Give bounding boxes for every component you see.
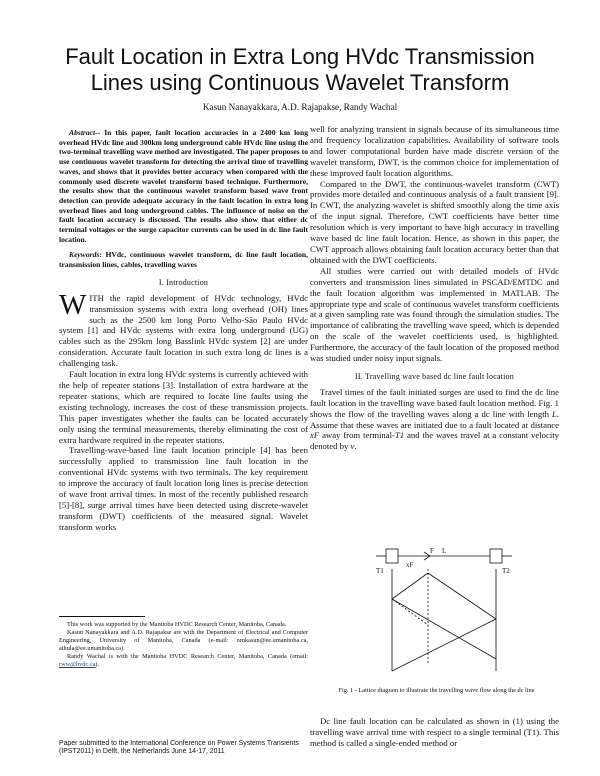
fig-label-f: F bbox=[430, 547, 434, 555]
figure-caption: Fig. 1 - Lattice diagram to illustrate the travelling wave flow along the dc line bbox=[338, 687, 535, 694]
sec2-text-b: . Assume that these waves are initiated due to a fault located at distance bbox=[310, 408, 559, 430]
right-paragraph-3: All studies were carried out with detailed models of HVdc converters and transmission lines simulated in PSCAD/EMTDC and the fault location algorithm was implemented in MATLAB. The appropriate type and scale of continuous wavelet transform coefficients at a given sampling rate was found through the simulation studies. The importance of calibrating the travelling wave speed, which is depended on the scale of the wavelet coefficients used, is highlighted. Furthermore, the accuracy of the fault location of the proposed method was studied under noisy input signals. bbox=[310, 265, 559, 364]
fault-reflection bbox=[392, 599, 428, 625]
footnote-1: This work was supported by the Manitoba HVDC Research Center, Manitoba, Canada. bbox=[67, 621, 287, 628]
sec2-text-d: and the waves travel at a constant velocity denoted by bbox=[310, 430, 559, 452]
lattice-diagram-svg bbox=[372, 543, 516, 673]
right-column bbox=[310, 124, 559, 452]
title-line-1: Fault Location in Extra Long HVdc Transmission bbox=[65, 44, 535, 69]
fig-label-l: L bbox=[442, 547, 447, 555]
wave-to-t1 bbox=[392, 573, 428, 599]
abstract-text: In this paper, fault location accuracies in a 2400 km long overhead HVdc line and 300km long underground cable HVdc line using the two-terminal travelling wave method are investigated. The paper proposes to use continuous wavelet transform for detecting the arrival time of travelling waves, and shows that it provides better accuracy when compared with the commonly used discrete wavelet transform based technique. Furthermore, the results show that the continuous wavelet transform based wave front detection can provide adequate accuracy in the fault location in extra long overhead lines and long underground cables. The influence of noise on the fault location accuracy is discussed. The results also show that either dc terminal voltages or the surge capacitor currents can be used in dc line fault location. bbox=[59, 128, 308, 244]
keywords bbox=[59, 250, 308, 269]
sec2-var-v: v bbox=[350, 441, 355, 452]
lattice-diagram bbox=[372, 543, 516, 673]
footnote-3-end: ). bbox=[95, 661, 100, 668]
footnote-3-text: Randy Wachal is with the Manitoba HVDC Research Center, Manitoba, Canada (email: bbox=[67, 653, 308, 660]
conference-note: Paper submitted to the International Conference on Power Systems Transients (IPST2011) in Delft, the Netherlands June 14-17, 2011 bbox=[59, 740, 299, 756]
fig-label-t1: T1 bbox=[376, 567, 384, 575]
intro-paragraph-3: Travelling-wave-based line fault location principle [4] has been successfully applied to transmission line fault location in the conventional HVdc systems with two terminals. The key requirement to improve the accuracy of fault location long lines is precise detection of wave front arrival times. In most of the recently published research [5]-[8], surge arrival times have been detected using discrete-wavelet transform (DWT) coefficients of the measured signal. Wavelet transform works bbox=[59, 445, 308, 532]
after-figure-text: Dc line fault location can be calculated as shown in (1) using the travelling wave arrival time with respect to a single terminal (T1). This method is called a single-ended method or bbox=[310, 716, 559, 748]
footnote-2: Kasun Nanayakkara and A.D. Rajapakse are with the Department of Electrical and Computer Engineering, University of Manitoba, Canada (e-mail: ornkasun@ee.umanitoba.ca, athula@ee.umanitoba.ca). bbox=[59, 629, 308, 652]
wave-to-t2 bbox=[428, 573, 496, 619]
section-heading-travelling-wave: II. Travelling wave based dc line fault location bbox=[355, 371, 514, 381]
intro-paragraph-2: Fault location in extra long HVdc systems is currently achieved with the help of repeater stations [3]. Installation of extra hardware at the repeater stations, which are required to locate line faults using the existing technology, increases the cost of these transmission projects. This paper investigates whether the faults can be located accurately only using the terminal measurements, thereby eliminating the cost of extra hardware required in the repeater stations. bbox=[59, 369, 308, 445]
sec2-var-L: L bbox=[551, 408, 557, 419]
sec2-text-a: Travel times of the fault initiated surges are used to find the dc line fault location in the travelling wave based fault location method. Fig. 1 shows the flow of the travelling waves along a dc line with length bbox=[310, 386, 559, 419]
keywords-label: Keywords bbox=[69, 250, 100, 260]
terminal-1-converter bbox=[386, 549, 398, 563]
section2-paragraph-1 bbox=[310, 387, 559, 452]
left-column bbox=[59, 124, 308, 533]
drop-cap: W bbox=[59, 288, 87, 321]
sec2-text-e: . bbox=[354, 441, 357, 452]
section-heading-introduction: I. Introduction bbox=[158, 277, 209, 287]
fig-label-xf: xF bbox=[406, 561, 414, 569]
paper-title bbox=[40, 44, 560, 96]
footnotes bbox=[59, 621, 308, 669]
title-line-2: Lines using Continuous Wavelet Transform bbox=[90, 70, 510, 95]
sec2-var-T1: T1 bbox=[394, 430, 405, 441]
authors: Kasun Nanayakkara, A.D. Rajapakse, Randy Wachal bbox=[202, 102, 398, 112]
intro-paragraph-1-text: ITH the rapid development of HVdc technology, HVdc transmission systems with extra long overhead (OH) lines such as the 2500 km long Porto Velho-São Paulo HVdc system [1] and HVdc systems with extra long underground (UG) cables such as the 295km long Basslink HVdc system [2] are under consideration. Accurate fault location in such extra long dc lines is a challenging task. bbox=[59, 292, 308, 369]
intro-paragraph-1 bbox=[59, 288, 308, 369]
abstract-label: Abstract-- bbox=[69, 128, 101, 137]
sec2-text-c: away from terminal- bbox=[319, 430, 395, 441]
abstract bbox=[59, 128, 308, 244]
after-figure-paragraph bbox=[310, 716, 559, 749]
keywords-text: : HVdc, continuous wavelet transform, dc line fault location, transmission lines, cables, travelling waves bbox=[59, 250, 308, 270]
sec2-var-xF: xF bbox=[310, 430, 320, 441]
footnote-3 bbox=[59, 653, 308, 669]
right-paragraph-2: Compared to the DWT, the continuous-wavelet transform (CWT) provides more detailed and continuous analysis of a fault transient [9]. In CWT, the analyzing wavelet is shifted smoothly along the time axis of the input signal. Therefore, CWT coefficients have better time resolution which is very important to have high accuracy in travelling wave based dc line fault location. Hence, as shown in this paper, the CWT approach allows obtaining fault location accuracy better than that obtained with the DWT coefficients. bbox=[310, 178, 559, 265]
terminal-2-converter bbox=[490, 549, 502, 563]
fig-label-t2: T2 bbox=[502, 567, 510, 575]
footnote-email-link[interactable]: rww@hvdc.ca bbox=[59, 661, 96, 668]
footnote-rule bbox=[59, 616, 145, 617]
right-paragraph-1: well for analyzing transient in signals because of its simultaneous time and frequency localization capabilities. Availability of software tools and lower computational burden have made discrete version of the wavelet transform, DWT, is the common choice for implementation of these improved fault location algorithms. bbox=[310, 124, 559, 178]
reflected-wave-t2 bbox=[392, 619, 496, 671]
